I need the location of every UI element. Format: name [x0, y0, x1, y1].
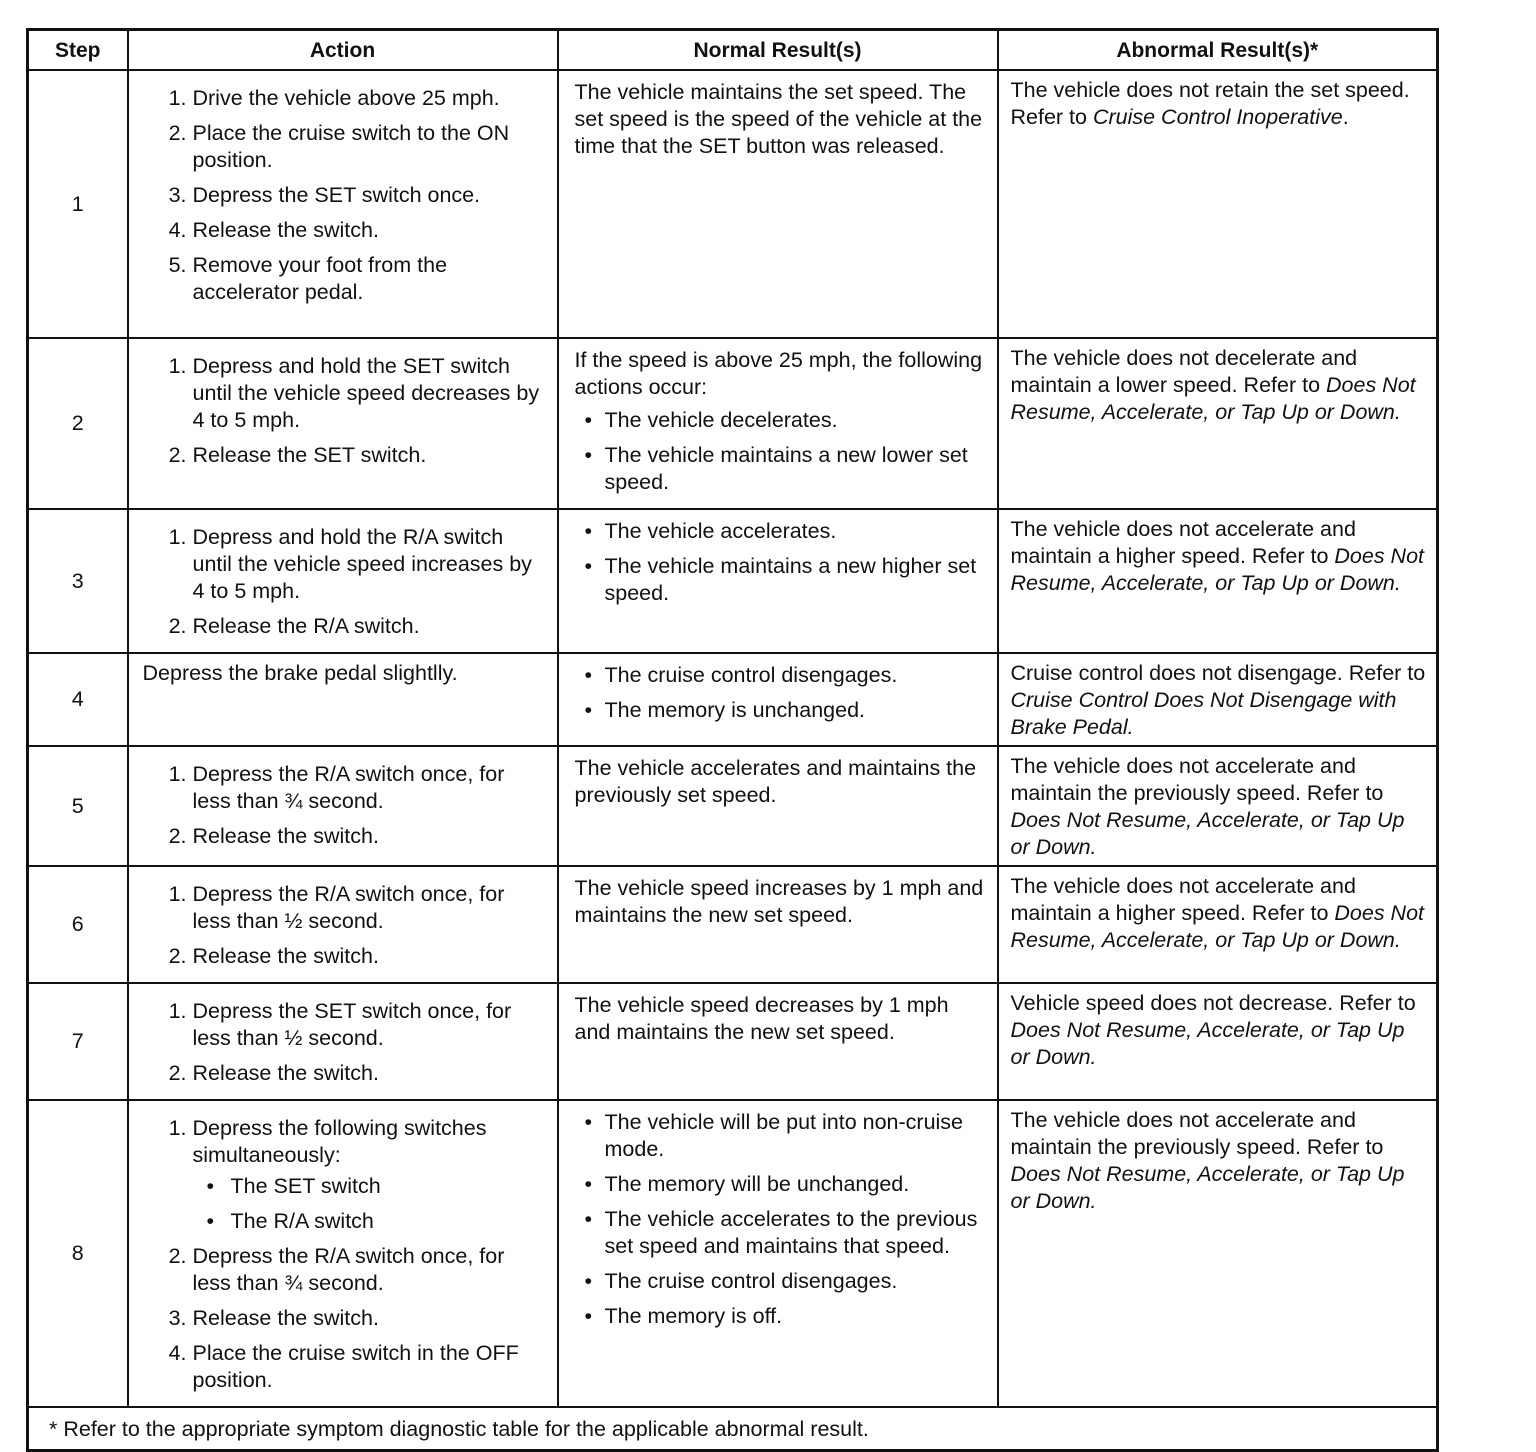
action-item — [159, 353, 545, 434]
action-item — [159, 613, 545, 640]
normal-result-list — [575, 1109, 985, 1330]
normal-result-cell — [558, 653, 998, 746]
step-number: 6 — [28, 866, 128, 983]
normal-result-item-text: The memory is unchanged. — [604, 698, 866, 722]
normal-result-text: The vehicle speed increases by 1 mph and maintains the new set speed. — [574, 876, 984, 927]
action-number: 1. — [168, 1116, 187, 1140]
normal-result-item-text: The cruise control disengages. — [604, 1269, 898, 1293]
action-text: Depress and hold the R/A switch until the vehicle speed increases by 4 to 5 mph. — [192, 525, 532, 603]
action-text: Release the SET switch. — [192, 443, 427, 467]
abnormal-result-cell — [998, 983, 1438, 1100]
action-number: 2. — [168, 614, 187, 638]
action-list — [159, 998, 545, 1087]
normal-result-cell — [558, 983, 998, 1100]
header-row — [28, 30, 1438, 71]
normal-result-cell — [558, 70, 998, 338]
action-number: 4. — [168, 1341, 187, 1365]
abnormal-result-reference: Does Not Resume, Accelerate, or Tap Up or Down. — [1010, 808, 1405, 859]
footnote-row — [28, 1407, 1438, 1451]
bullet-icon: • — [584, 519, 593, 543]
action-cell — [128, 983, 558, 1100]
action-item — [159, 998, 545, 1052]
abnormal-result-cell — [998, 338, 1438, 509]
normal-result-list — [575, 518, 985, 607]
footnote: * Refer to the appropriate symptom diagnostic table for the applicable abnormal result. — [28, 1407, 1438, 1451]
table-row — [28, 983, 1438, 1100]
action-text: Depress the R/A switch once, for less than ¾ second. — [192, 762, 505, 813]
normal-result-text: The vehicle speed decreases by 1 mph and maintains the new set speed. — [574, 993, 949, 1044]
header-normal-results: Normal Result(s) — [558, 30, 998, 71]
action-text: Depress and hold the SET switch until the vehicle speed decreases by 4 to 5 mph. — [192, 354, 540, 432]
normal-result-item-text: The cruise control disengages. — [604, 663, 898, 687]
abnormal-result-cell — [998, 509, 1438, 653]
action-list — [159, 761, 545, 850]
step-number: 5 — [28, 746, 128, 866]
diagnostic-table-container — [26, 28, 1436, 1441]
action-text: Depress the SET switch once, for less than ½ second. — [192, 999, 512, 1050]
table-row — [28, 746, 1438, 866]
step-number: 4 — [28, 653, 128, 746]
action-number: 1. — [168, 882, 187, 906]
action-item — [159, 85, 545, 112]
normal-result-intro: If the speed is above 25 mph, the following actions occur: — [574, 348, 983, 399]
action-number: 2. — [168, 1244, 187, 1268]
abnormal-result-cell — [998, 70, 1438, 338]
step-number: 2 — [28, 338, 128, 509]
normal-result-item-text: The vehicle maintains a new lower set speed. — [604, 443, 968, 494]
action-item — [159, 881, 545, 935]
bullet-icon: • — [584, 1207, 593, 1231]
table-row — [28, 866, 1438, 983]
action-text: Release the R/A switch. — [192, 614, 420, 638]
action-item — [159, 524, 545, 605]
header-action: Action — [128, 30, 558, 71]
action-number: 1. — [168, 762, 187, 786]
normal-result-cell — [558, 866, 998, 983]
step-number: 7 — [28, 983, 128, 1100]
abnormal-result-text: Vehicle speed does not decrease. Refer to — [1010, 991, 1416, 1015]
action-cell: Depress the brake pedal slightlly. — [128, 653, 558, 746]
action-cell — [128, 70, 558, 338]
normal-result-list — [575, 662, 985, 724]
action-number: 1. — [168, 354, 187, 378]
bullet-icon: • — [584, 554, 593, 578]
normal-result-item — [575, 1109, 985, 1163]
abnormal-result-end: . — [1342, 105, 1349, 129]
action-text: Depress the following switches simultaneously: — [192, 1116, 487, 1167]
action-item — [159, 217, 545, 244]
action-list — [159, 1115, 545, 1394]
action-cell — [128, 509, 558, 653]
table-body — [28, 70, 1438, 1407]
bullet-icon: • — [584, 443, 593, 467]
normal-result-cell — [558, 746, 998, 866]
action-number: 2. — [168, 944, 187, 968]
normal-result-item — [575, 1206, 985, 1260]
table-row — [28, 653, 1438, 746]
bullet-icon: • — [584, 1269, 593, 1293]
abnormal-result-text: The vehicle does not accelerate and maintain a higher speed. Refer to — [1010, 517, 1356, 568]
step-number: 3 — [28, 509, 128, 653]
action-text: Place the cruise switch to the ON position. — [192, 121, 510, 172]
action-number: 1. — [168, 999, 187, 1023]
normal-result-item — [575, 407, 985, 434]
abnormal-result-text: The vehicle does not accelerate and maintain the previously speed. Refer to — [1010, 1108, 1384, 1159]
normal-result-item-text: The vehicle will be put into non-cruise mode. — [604, 1110, 964, 1161]
abnormal-result-reference: Does Not Resume, Accelerate, or Tap Up or Down. — [1010, 901, 1425, 952]
action-sub-text: The R/A switch — [230, 1209, 374, 1233]
action-number: 3. — [168, 1306, 187, 1330]
abnormal-result-cell — [998, 1100, 1438, 1407]
table-row — [28, 1100, 1438, 1407]
action-item — [159, 1305, 545, 1332]
action-number: 2. — [168, 824, 187, 848]
action-item — [159, 182, 545, 209]
abnormal-result-reference: Cruise Control Inoperative — [1092, 105, 1343, 129]
abnormal-result-text: Cruise control does not disengage. Refer to — [1010, 661, 1426, 685]
header-step: Step — [28, 30, 128, 71]
action-text: Release the switch. — [192, 1306, 379, 1330]
normal-result-item — [575, 662, 985, 689]
action-number: 1. — [168, 525, 187, 549]
bullet-icon: • — [584, 1172, 593, 1196]
normal-result-item-text: The memory is off. — [604, 1304, 783, 1328]
action-text: Release the switch. — [192, 1061, 379, 1085]
action-sub-list — [193, 1173, 545, 1235]
header-abnormal-results: Abnormal Result(s)* — [998, 30, 1438, 71]
normal-result-item — [575, 442, 985, 496]
action-item — [159, 1115, 545, 1235]
action-text: Depress the R/A switch once, for less than ¾ second. — [192, 1244, 505, 1295]
action-number: 2. — [168, 121, 187, 145]
action-text: Release the switch. — [192, 824, 379, 848]
normal-result-item — [575, 1303, 985, 1330]
step-number: 1 — [28, 70, 128, 338]
table-row — [28, 70, 1438, 338]
abnormal-result-text: The vehicle does not accelerate and maintain a higher speed. Refer to — [1010, 874, 1356, 925]
action-item — [159, 1243, 545, 1297]
normal-result-text: The vehicle maintains the set speed. The set speed is the speed of the vehicle at the time that the SET button was released. — [574, 80, 983, 158]
step-number: 8 — [28, 1100, 128, 1407]
action-number: 1. — [168, 86, 187, 110]
action-list — [159, 85, 545, 306]
bullet-icon: • — [206, 1209, 215, 1233]
action-item — [159, 442, 545, 469]
action-sub-text: The SET switch — [230, 1174, 381, 1198]
action-list — [159, 524, 545, 640]
action-number: 5. — [168, 253, 187, 277]
abnormal-result-cell — [998, 866, 1438, 983]
cruise-control-diagnostic-table — [26, 28, 1439, 1452]
bullet-icon: • — [584, 1110, 593, 1134]
action-cell — [128, 1100, 558, 1407]
normal-result-item — [575, 518, 985, 545]
bullet-icon: • — [584, 408, 593, 432]
action-list — [159, 881, 545, 970]
abnormal-result-reference: Does Not Resume, Accelerate, or Tap Up or Down. — [1010, 1162, 1405, 1213]
action-number: 2. — [168, 443, 187, 467]
abnormal-result-text: The vehicle does not accelerate and maintain the previously speed. Refer to — [1010, 754, 1384, 805]
action-item — [159, 252, 545, 306]
action-item — [159, 943, 545, 970]
action-sub-item — [193, 1208, 545, 1235]
normal-result-item-text: The vehicle decelerates. — [604, 408, 838, 432]
normal-result-text: The vehicle accelerates and maintains the previously set speed. — [574, 756, 977, 807]
bullet-icon: • — [584, 698, 593, 722]
normal-result-item-text: The vehicle accelerates to the previous set speed and maintains that speed. — [604, 1207, 978, 1258]
normal-result-cell — [558, 338, 998, 509]
abnormal-result-text: The vehicle does not decelerate and maintain a lower speed. Refer to — [1010, 346, 1358, 397]
bullet-icon: • — [584, 663, 593, 687]
action-text: Place the cruise switch in the OFF position. — [192, 1341, 519, 1392]
action-item — [159, 823, 545, 850]
action-text: Depress the SET switch once. — [192, 183, 481, 207]
table-row — [28, 509, 1438, 653]
table-row — [28, 338, 1438, 509]
action-cell — [128, 746, 558, 866]
normal-result-item — [575, 697, 985, 724]
action-text: Remove your foot from the accelerator pedal. — [192, 253, 448, 304]
normal-result-item-text: The vehicle maintains a new higher set speed. — [604, 554, 977, 605]
action-item — [159, 761, 545, 815]
bullet-icon: • — [584, 1304, 593, 1328]
abnormal-result-text: The vehicle does not retain the set speed. Refer to — [1010, 78, 1410, 129]
abnormal-result-cell — [998, 746, 1438, 866]
normal-result-item-text: The vehicle accelerates. — [604, 519, 837, 543]
normal-result-item — [575, 553, 985, 607]
action-cell — [128, 866, 558, 983]
normal-result-item — [575, 1171, 985, 1198]
abnormal-result-reference: Does Not Resume, Accelerate, or Tap Up or Down. — [1010, 544, 1425, 595]
action-item — [159, 120, 545, 174]
bullet-icon: • — [206, 1174, 215, 1198]
normal-result-list — [575, 407, 985, 496]
action-number: 4. — [168, 218, 187, 242]
action-text: Drive the vehicle above 25 mph. — [192, 86, 500, 110]
normal-result-item — [575, 1268, 985, 1295]
normal-result-cell — [558, 509, 998, 653]
action-text: Depress the R/A switch once, for less than ½ second. — [192, 882, 505, 933]
action-sub-item — [193, 1173, 545, 1200]
action-number: 3. — [168, 183, 187, 207]
action-item — [159, 1060, 545, 1087]
action-list — [159, 353, 545, 469]
action-cell — [128, 338, 558, 509]
normal-result-cell — [558, 1100, 998, 1407]
abnormal-result-cell — [998, 653, 1438, 746]
abnormal-result-reference: Cruise Control Does Not Disengage with Brake Pedal. — [1010, 688, 1397, 739]
abnormal-result-reference: Does Not Resume, Accelerate, or Tap Up or Down. — [1010, 1018, 1405, 1069]
action-number: 2. — [168, 1061, 187, 1085]
abnormal-result-reference: Does Not Resume, Accelerate, or Tap Up or Down. — [1010, 373, 1416, 424]
normal-result-item-text: The memory will be unchanged. — [604, 1172, 910, 1196]
action-text: Release the switch. — [192, 944, 379, 968]
action-item — [159, 1340, 545, 1394]
action-text: Release the switch. — [192, 218, 379, 242]
